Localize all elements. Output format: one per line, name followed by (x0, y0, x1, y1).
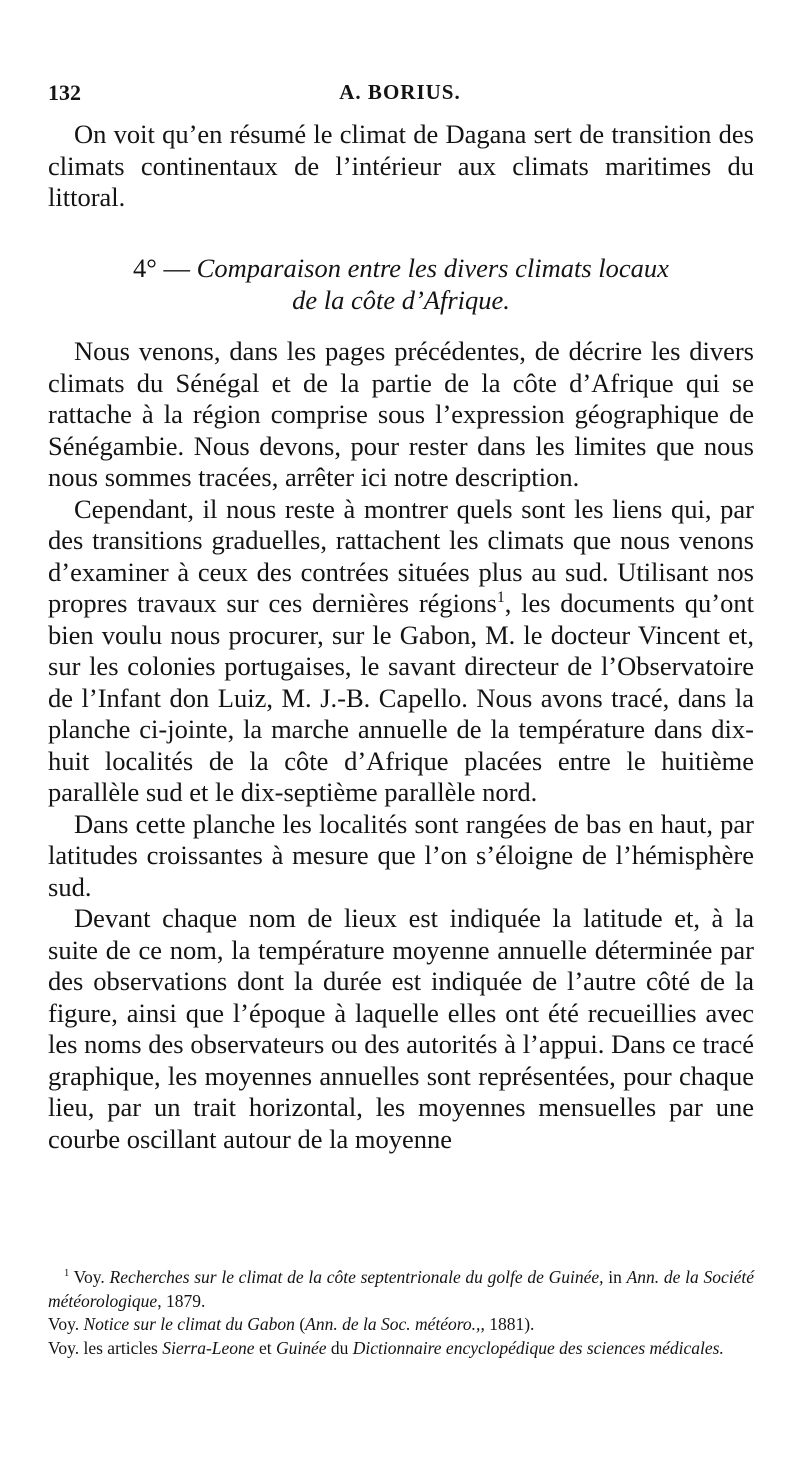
footnote-2-text-a: Voy. (48, 1314, 84, 1334)
footnote-3-title-1: Sierra-Leone (162, 1337, 255, 1358)
footnote-3-text-c: du (326, 1337, 353, 1358)
section-title-line1: Comparaison entre les divers climats locaux (196, 253, 669, 283)
section-number: 4° (133, 253, 157, 283)
paragraph-3: Dans cette planche les localités sont rangées de bas en haut, par latitudes croissantes à mesure que l’on s’éloigne de l’hémisphère sud. (48, 808, 754, 902)
paragraph-2-after-note: , les documents qu’ont bien voulu nous procurer, sur le Gabon, M. le docteur Vincent et, sur les colonies portugaises, le savant directeur de l’Observatoire de l’Infant don Luiz, M. J.-B. Capello. Nous avons tracé, dans la planche ci-jointe, la marche annuelle de la température dans dix-huit localités de la côte d’Afrique placées entre le huitième parallèle sud et le dix-septième parallèle nord. (48, 588, 754, 807)
footnote-3-title-2: Guinée (275, 1337, 327, 1358)
running-head: A. BORIUS. (339, 80, 461, 104)
section-title-line2: de la côte d’Afrique. (292, 284, 510, 315)
footnote-reference: 1 (496, 589, 505, 607)
section-dash: — (163, 253, 191, 283)
footnote-2-text-b: ( (294, 1314, 306, 1334)
footnote-1-title: Recherches sur le climat de la côte septentrionale du golfe de Guinée, (109, 1267, 604, 1287)
paragraph-4: Devant chaque nom de lieux est indiquée la latitude et, à la suite de ce nom, la température moyenne annuelle déterminée par des observations dont la durée est indiquée de l’autre côté de la figure, ainsi que l’époque à laquelle elles ont été recueillies avec les noms des observateurs ou des autorités à l’appui. Dans ce tracé graphique, les moyennes annuelles sont représentées, pour chaque lieu, par un trait horizontal, les moyennes mensuelles par une courbe oscillant autour de la moyenne (48, 903, 754, 1154)
page-number: 132 (48, 80, 81, 105)
footnote-1-journal: Ann. de la Société météorologique (48, 1267, 754, 1311)
main-text (48, 336, 754, 1155)
footnote-3-title-3: Dictionnaire encyclopédique des sciences médicales. (352, 1337, 724, 1358)
footnote-1-text-a: Voy. (69, 1267, 110, 1287)
paragraph-1: Nous venons, dans les pages précédentes, de décrire les divers climats du Sénégal et de la partie de la côte d’Afrique qui se rattache à la région comprise sous l’expression géographique de Sénégambie. Nous devons, pour rester dans les limites que nous nous sommes tracées, arrêter ici notre description. (48, 336, 754, 492)
footnote-1-text-c: , 1879. (157, 1290, 206, 1311)
paragraph-2-before-note: Cependant, il nous reste à montrer quels sont les liens qui, par des transitions graduelles, rattachent les climats que nous venons d’examiner à ceux des contrées situées plus au sud. Utilisant nos propres travaux sur ces dernières régions (48, 493, 754, 618)
footnote-1 (48, 1266, 754, 1313)
footnote-3-text-a: Voy. les articles (48, 1337, 163, 1358)
footnote-1-text-b: in (603, 1267, 627, 1287)
footnote-2 (48, 1313, 754, 1337)
footnote-2-title: Notice sur le climat du Gabon (83, 1314, 295, 1334)
footnote-2-text-c: , 1881). (480, 1314, 535, 1334)
intro-paragraph: On voit qu’en résumé le climat de Dagana sert de transition des climats continentaux de l’intérieur aux climats maritimes du littoral. (48, 119, 754, 212)
section-heading (48, 253, 754, 316)
paragraph-2 (48, 494, 754, 809)
footnote-1-mark: 1 (64, 1268, 70, 1280)
footnote-2-journal: Ann. de la Soc. météoro., (305, 1314, 481, 1334)
footnotes (48, 1266, 754, 1360)
page-header (48, 80, 752, 114)
footnote-3-text-b: et (254, 1337, 276, 1358)
footnote-3 (48, 1337, 754, 1361)
intro-block (48, 119, 754, 214)
section-heading-line1 (133, 253, 669, 283)
